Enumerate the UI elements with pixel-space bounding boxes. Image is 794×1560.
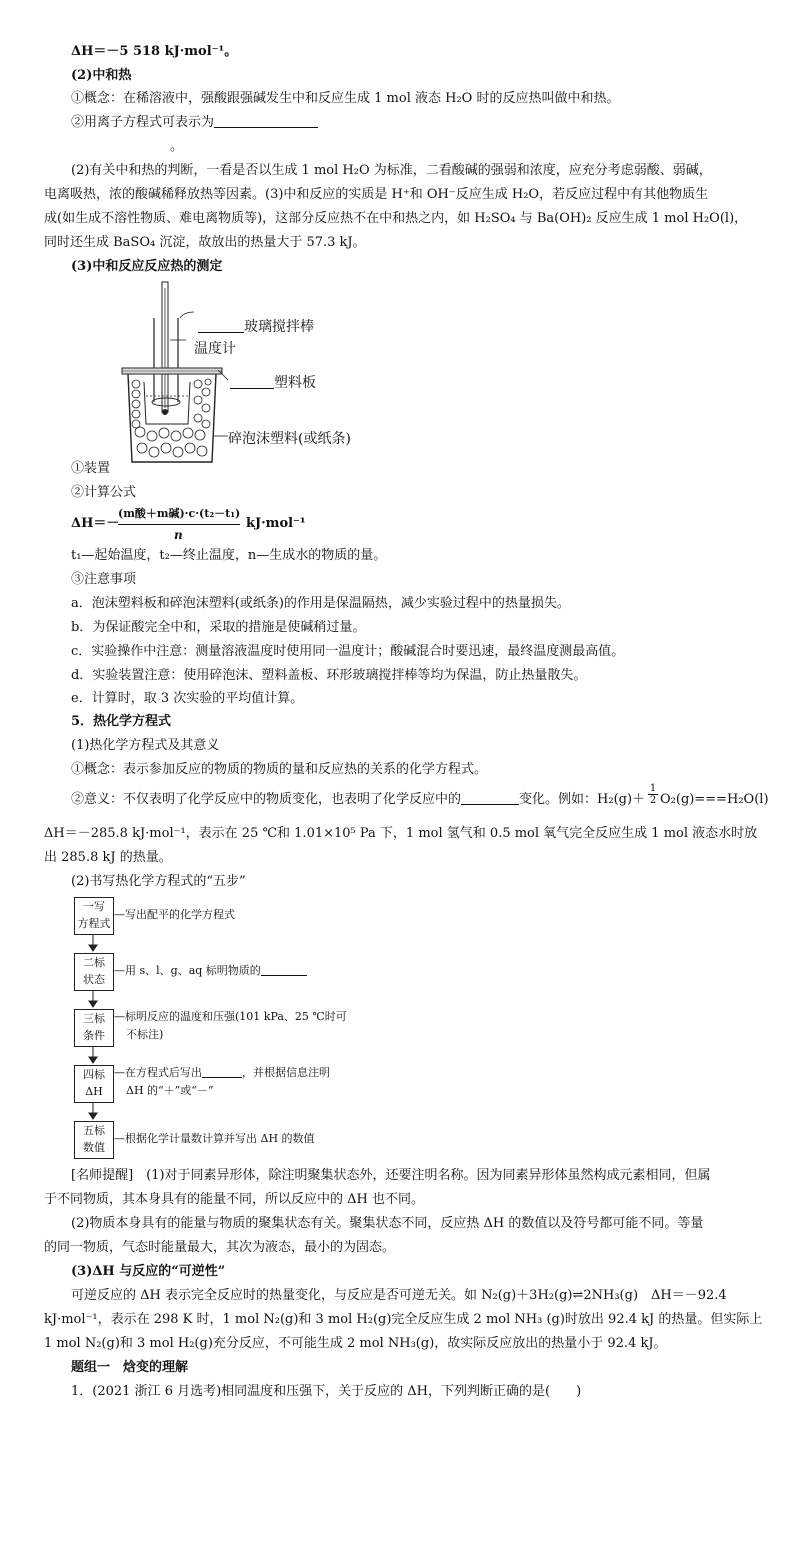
question-1: 1．(2021 浙江 6 月选考)相同温度和压强下，关于反应的 ΔH，下列判断正确的是( ) — [71, 1384, 582, 1399]
tip-line-2: 于不同物质，其本身具有的能量不同，所以反应中的 ΔH 也不同。 — [44, 1192, 424, 1207]
para1-line-4: 同时还生成 BaSO₄ 沉淀，故放出的热量大于 57.3 kJ。 — [44, 235, 366, 250]
thermochem-meaning-eq: O₂(g)===H₂O(l) — [660, 792, 769, 807]
thermochem-concept: ①概念：表示参加反应的物质的物质的量和反应热的关系的化学方程式。 — [71, 762, 488, 777]
formula-denominator: n — [174, 528, 183, 542]
thermochem-meaning-line2: ΔH＝－285.8 kJ·mol⁻¹，表示在 25 ℃和 1.01×10⁵ Pa 下，1 mol 氢气和 0.5 mol 氧气完全反应生成 1 mol 液态水时放 — [44, 826, 758, 841]
note-d: d．实验装置注意：使用碎泡沫、塑料盖板、环形玻璃搅拌棒等均为保温，防止热量散失。 — [71, 668, 587, 683]
section-title-neutralization: (2)中和热 — [71, 68, 132, 83]
step-text-4: —在方程式后写出 ，并根据信息注明 — [114, 1066, 330, 1079]
period-mark — [170, 137, 183, 157]
ionic-equation-prompt — [71, 113, 318, 133]
tip-line-8: 1 mol N₂(g)和 3 mol H₂(g)充分反应，不可能生成 2 mol NH₃(g)，故实际反应放出的热量小于 92.4 kJ。 — [44, 1336, 667, 1351]
device-label: ①装置 — [71, 461, 111, 476]
step-text-1: —写出配平的化学方程式 — [114, 908, 235, 921]
step-text-2: —用 s、l、g、aq 标明物质的 — [114, 963, 307, 979]
dh-line: ΔH＝－5 518 kJ·mol⁻¹。 — [71, 44, 238, 59]
tip-line-6: 可逆反应的 ΔH 表示完全反应时的热量变化，与反应是否可逆无关。如 N₂(g)＋3H₂(g)⇌2NH₃(g) ΔH＝－92.4 — [71, 1288, 727, 1303]
label-plate: 塑料板 — [230, 372, 316, 392]
step-box-1: 一写 方程式 — [74, 897, 114, 935]
tip-line-7: kJ·mol⁻¹，表示在 298 K 时，1 mol N₂(g)和 3 mol H₂(g)完全反应生成 2 mol NH₃ (g)时放出 92.4 kJ 的热量。但实际上 — [44, 1312, 763, 1327]
note-c: c．实验操作中注意：测量溶液温度时使用同一温度计；酸碱混合时要迅速，最终温度测最高值。 — [71, 644, 625, 659]
label-stirrer: 玻璃搅拌棒 — [198, 316, 314, 336]
ionic-equation-label: ②用离子方程式可表示为 — [71, 115, 215, 130]
formula-legend: t₁—起始温度，t₂—终止温度，n—生成水的物质的量。 — [71, 548, 387, 563]
step-text-4b: ΔH 的“＋”或“－” — [126, 1084, 214, 1097]
note-b: b．为保证酸完全中和，采取的措施是使碱稍过量。 — [71, 620, 366, 635]
step-box-4: 四标 ΔH — [74, 1065, 114, 1103]
para1-line-1: (2)有关中和热的判断，一看是否以生成 1 mol H₂O 为标准，二看酸碱的强弱和浓度，应充分考虑弱酸、弱碱， — [71, 163, 712, 178]
meaning-blank — [461, 790, 519, 805]
step-box-5: 五标 数值 — [74, 1121, 114, 1159]
step-text-3b: 不标注) — [126, 1028, 164, 1041]
section-title-thermochem: 5．热化学方程式 — [71, 714, 172, 729]
thermochem-sub1: (1)热化学方程式及其意义 — [71, 738, 220, 753]
section-title-measurement: (3)中和反应反应热的测定 — [71, 259, 223, 274]
thermochem-meaning: ②意义：不仅表明了化学反应中的物质变化，也表明了化学反应中的 变化。例如：H₂(g)＋ — [71, 792, 646, 807]
notes-title: ③注意事项 — [71, 572, 137, 587]
label-foam: 碎泡沫塑料(或纸条) — [228, 431, 351, 447]
tip-line-3: (2)物质本身具有的能量与物质的聚集状态有关。聚集状态不同，反应热 ΔH 的数值以及符号都可能不同。等量 — [71, 1216, 704, 1231]
tip-line-4: 的同一物质，气态时能量最大，其次为液态，最小的为固态。 — [44, 1240, 396, 1255]
note-e: e．计算时，取 3 次实验的平均值计算。 — [71, 691, 304, 706]
thermochem-meaning-line3: 出 285.8 kJ 的热量。 — [44, 850, 172, 865]
para1-line-3: 成(如生成不溶性物质、难电离物质等)，这部分反应热不在中和热之内，如 H₂SO₄ 与 Ba(OH)₂ 反应生成 1 mol H₂O(l)， — [44, 211, 748, 226]
step-text-5: —根据化学计量数计算并写出 ΔH 的数值 — [114, 1132, 315, 1145]
formula-title: ②计算公式 — [71, 485, 137, 500]
formula-unit: kJ·mol⁻¹ — [246, 516, 306, 531]
step-text-3: —标明反应的温度和压强(101 kPa、25 ℃时可 — [114, 1010, 347, 1023]
formula-numerator: (m酸＋m碱)·c·(t₂－t₁) — [118, 507, 241, 520]
step-box-2: 二标 状态 — [74, 953, 114, 991]
fraction-half: 1 2 — [649, 783, 657, 806]
question-group-title: 题组一 焓变的理解 — [71, 1360, 189, 1375]
ionic-equation-blank — [214, 113, 318, 128]
thermochem-sub2: (2)书写热化学方程式的“五步” — [71, 874, 246, 889]
neutralization-concept: ①概念：在稀溶液中，强酸跟强碱发生中和反应生成 1 mol 液态 H₂O 时的反应热叫做中和热。 — [71, 91, 620, 106]
formula-prefix: ΔH＝－ — [71, 516, 120, 531]
para1-line-2: 电离吸热，浓的酸碱稀释放热等因素。(3)中和反应的实质是 H⁺和 OH⁻反应生成 H₂O，若反应过程中有其他物质生 — [44, 187, 709, 202]
step-box-3: 三标 条件 — [74, 1009, 114, 1047]
calorimeter-figure — [118, 278, 228, 468]
period-text: 。 — [170, 139, 184, 154]
label-thermometer: 温度计 — [194, 341, 236, 357]
note-a: a．泡沫塑料板和碎泡沫塑料(或纸条)的作用是保温隔热，减少实验过程中的热量损失。 — [71, 596, 570, 611]
tip-line-5: (3)ΔH 与反应的“可逆性” — [71, 1264, 226, 1279]
tip-line-1: [名师提醒] (1)对于同素异形体，除注明聚集状态外，还要注明名称。因为同素异形体虽然构成元素相同，但属 — [71, 1168, 711, 1183]
